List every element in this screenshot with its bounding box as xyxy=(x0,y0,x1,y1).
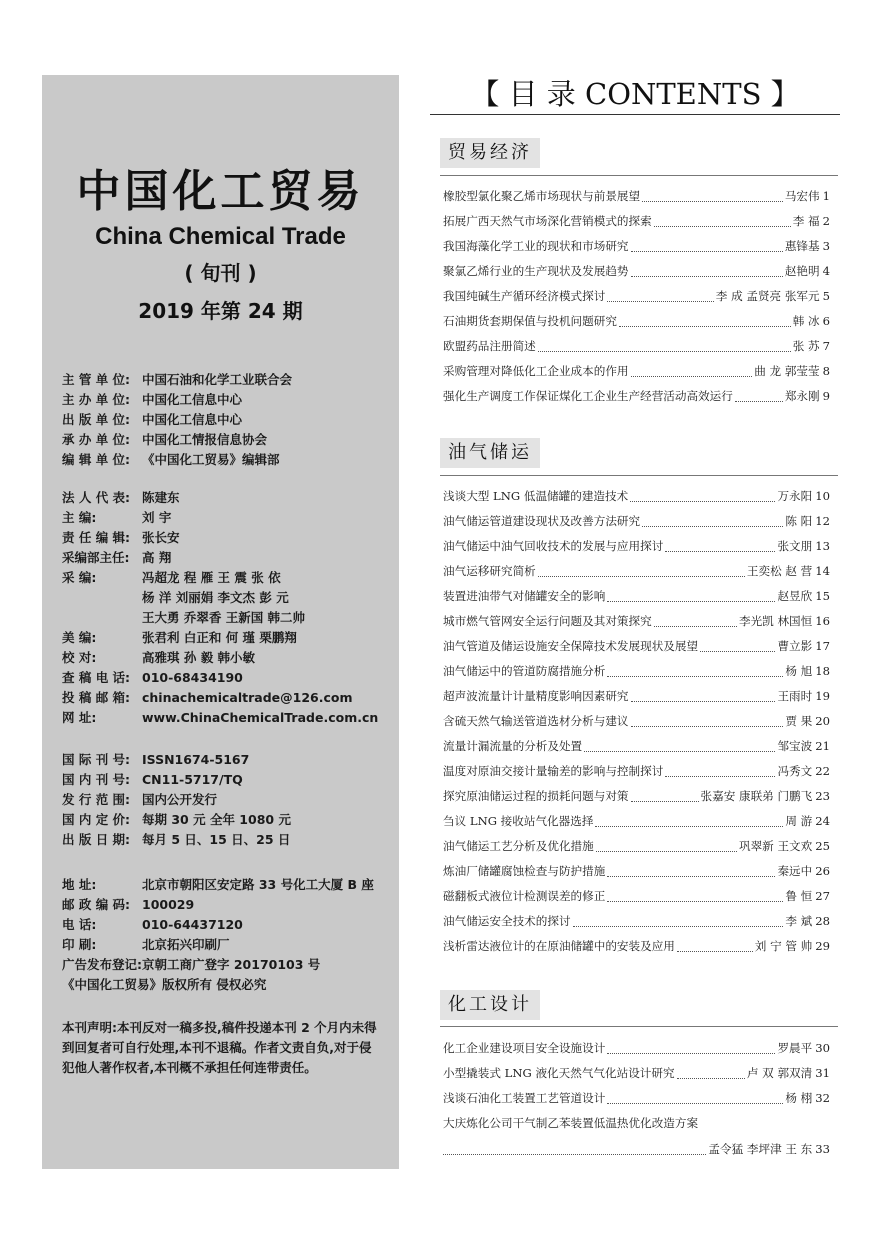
section-divider xyxy=(440,1026,838,1027)
toc-entry[interactable]: 油气管道及储运设施安全保障技术发展现状及展望 曹立影 17 xyxy=(443,639,830,653)
org-line: 主 办 单 位: 中国化工信息中心 xyxy=(62,392,243,407)
publication-line: 国 际 刊 号: ISSN1674-5167 xyxy=(62,752,250,767)
publication-line: 国 内 刊 号: CN11-5717/TQ xyxy=(62,772,243,787)
staff-line: 查 稿 电 话: 010-68434190 xyxy=(62,670,243,685)
toc-entry[interactable]: 浅析雷达液位计的在原油储罐中的安装及应用 刘 宁 管 帅 29 xyxy=(443,939,830,953)
contact-line: 地 址: 北京市朝阳区安定路 33 号化工大厦 B 座 xyxy=(62,877,374,892)
toc-entry[interactable]: 含硫天然气输送管道选材分析与建议 贾 果 20 xyxy=(443,714,830,728)
toc-entry[interactable]: 磁翻板式液位计检测误差的修正 鲁 恒 27 xyxy=(443,889,830,903)
magazine-title-en: China Chemical Trade xyxy=(95,223,346,250)
toc-entry[interactable]: 采购管理对降低化工企业成本的作用 曲 龙 郭莹莹 8 xyxy=(443,364,830,378)
staff-line: 网 址: www.ChinaChemicalTrade.com.cn xyxy=(62,710,379,725)
contact-line: 电 话: 010-64437120 xyxy=(62,917,243,932)
toc-entry[interactable]: 石油期货套期保值与投机问题研究 韩 冰 6 xyxy=(443,314,830,328)
staff-line: 投 稿 邮 箱: chinachemicaltrade@126.com xyxy=(62,690,353,705)
toc-entry[interactable]: 小型撬装式 LNG 液化天然气气化站设计研究 卢 双 郭双清 31 xyxy=(443,1066,830,1080)
staff-line: 杨 洋 刘丽娟 李文杰 彭 元 xyxy=(142,590,289,605)
staff-line: 美 编: 张君利 白正和 何 瑾 栗鹏翔 xyxy=(62,630,297,645)
magazine-title: 中国化工贸易 xyxy=(76,166,365,217)
contact-line: 《中国化工贸易》版权所有 侵权必究 xyxy=(62,977,267,992)
contact-line: 广告发布登记:京朝工商广登字 20170103 号 xyxy=(62,957,321,972)
toc-entry[interactable]: 浅谈石油化工装置工艺管道设计 杨 栩 32 xyxy=(443,1091,830,1105)
toc-entry[interactable]: 炼油厂储罐腐蚀检查与防护措施 秦远中 26 xyxy=(443,864,830,878)
toc-entry[interactable]: 孟令猛 李坪津 王 东 33 xyxy=(443,1141,830,1161)
toc-entry[interactable]: 大庆炼化公司干气制乙苯装置低温热优化改造方案 xyxy=(443,1116,699,1130)
toc-entry[interactable]: 油气储运管道建设现状及改善方法研究 陈 阳 12 xyxy=(443,514,830,528)
issue-number: 2019 年第 24 期 xyxy=(138,299,303,323)
contact-line: 邮 政 编 码: 100029 xyxy=(62,897,195,912)
section-heading: 化工设计 xyxy=(440,990,540,1020)
toc-entry[interactable]: 我国纯碱生产循环经济模式探讨 李 成 孟贤亮 张军元 5 xyxy=(443,289,830,303)
toc-entry[interactable]: 装置进油带气对储罐安全的影响 赵昱欣 15 xyxy=(443,589,830,603)
toc-entry[interactable]: 油气储运安全技术的探讨 李 斌 28 xyxy=(443,914,830,928)
contact-line: 印 刷: 北京拓兴印刷厂 xyxy=(62,937,230,952)
staff-line: 王大勇 乔翠香 王新国 韩二帅 xyxy=(142,610,306,625)
org-line: 编 辑 单 位: 《中国化工贸易》编辑部 xyxy=(62,452,280,467)
staff-line: 责 任 编 辑: 张长安 xyxy=(62,530,180,545)
toc-entry[interactable]: 聚氯乙烯行业的生产现状及发展趋势 赵艳明 4 xyxy=(443,264,830,278)
org-line: 出 版 单 位: 中国化工信息中心 xyxy=(62,412,243,427)
staff-line: 法 人 代 表: 陈建东 xyxy=(62,490,180,505)
journal-declaration: 本刊声明:本刊反对一稿多投,稿件投递本刊 2 个月内未得到回复者可自行处理,本刊不退稿。作者文责自负,对于侵犯他人著作权者,本刊概不承担任何连带责任。 xyxy=(62,1020,377,1075)
masthead-panel xyxy=(42,75,399,1169)
toc-entry[interactable]: 拓展广西天然气市场深化营销模式的探索 李 福 2 xyxy=(443,214,830,228)
toc-entry[interactable]: 我国海藻化学工业的现状和市场研究 惠锋基 3 xyxy=(443,239,830,253)
toc-entry[interactable]: 橡胶型氯化聚乙烯市场现状与前景展望 马宏伟 1 xyxy=(443,189,830,203)
toc-entry[interactable]: 欧盟药品注册简述 张 苏 7 xyxy=(443,339,830,353)
toc-entry[interactable]: 超声波流量计计量精度影响因素研究 王雨时 19 xyxy=(443,689,830,703)
section-divider xyxy=(440,175,838,176)
toc-entry[interactable]: 流量计漏流量的分析及处置 邹宝波 21 xyxy=(443,739,830,753)
org-line: 承 办 单 位: 中国化工情报信息协会 xyxy=(62,432,268,447)
toc-entry[interactable]: 温度对原油交接计量输差的影响与控制探讨 冯秀文 22 xyxy=(443,764,830,778)
toc-entry[interactable]: 刍议 LNG 接收站气化器选择 周 游 24 xyxy=(443,814,830,828)
toc-entry[interactable]: 探究原油储运过程的损耗问题与对策 张嘉安 康联弟 门鹏飞 23 xyxy=(443,789,830,803)
section-divider xyxy=(440,475,838,476)
staff-line: 主 编: 刘 宇 xyxy=(62,510,172,525)
contents-divider xyxy=(430,114,840,115)
toc-entry[interactable]: 浅谈大型 LNG 低温储罐的建造技术 万永阳 10 xyxy=(443,489,830,503)
publication-line: 发 行 范 围: 国内公开发行 xyxy=(62,792,218,807)
magazine-frequency: ( 旬刊 ) xyxy=(184,261,257,285)
staff-line: 采编部主任: 高 翔 xyxy=(62,550,172,565)
toc-entry[interactable]: 油气储运工艺分析及优化措施 巩翠新 王文欢 25 xyxy=(443,839,830,853)
toc-entry[interactable]: 油气储运中油气回收技术的发展与应用探讨 张文朋 13 xyxy=(443,539,830,553)
toc-entry[interactable]: 化工企业建设项目安全设施设计 罗晨平 30 xyxy=(443,1041,830,1055)
publication-line: 出 版 日 期: 每月 5 日、15 日、25 日 xyxy=(62,832,291,847)
staff-line: 校 对: 高雅琪 孙 毅 韩小敏 xyxy=(62,650,256,665)
section-heading: 油气储运 xyxy=(440,438,540,468)
toc-entry[interactable]: 城市燃气管网安全运行问题及其对策探究 李光凯 林国恒 16 xyxy=(443,614,830,628)
contents-heading: 【 目 录 CONTENTS 】 xyxy=(470,77,800,111)
toc-entry[interactable]: 强化生产调度工作保证煤化工企业生产经营活动高效运行 郑永刚 9 xyxy=(443,389,830,403)
staff-line: 采 编: 冯超龙 程 雁 王 震 张 依 xyxy=(62,570,281,585)
org-line: 主 管 单 位: 中国石油和化学工业联合会 xyxy=(62,372,293,387)
publication-line: 国 内 定 价: 每期 30 元 全年 1080 元 xyxy=(62,812,291,827)
toc-entry[interactable]: 油气储运中的管道防腐措施分析 杨 旭 18 xyxy=(443,664,830,678)
section-heading: 贸易经济 xyxy=(440,138,540,168)
toc-entry[interactable]: 油气运移研究简析 王奕松 赵 营 14 xyxy=(443,564,830,578)
